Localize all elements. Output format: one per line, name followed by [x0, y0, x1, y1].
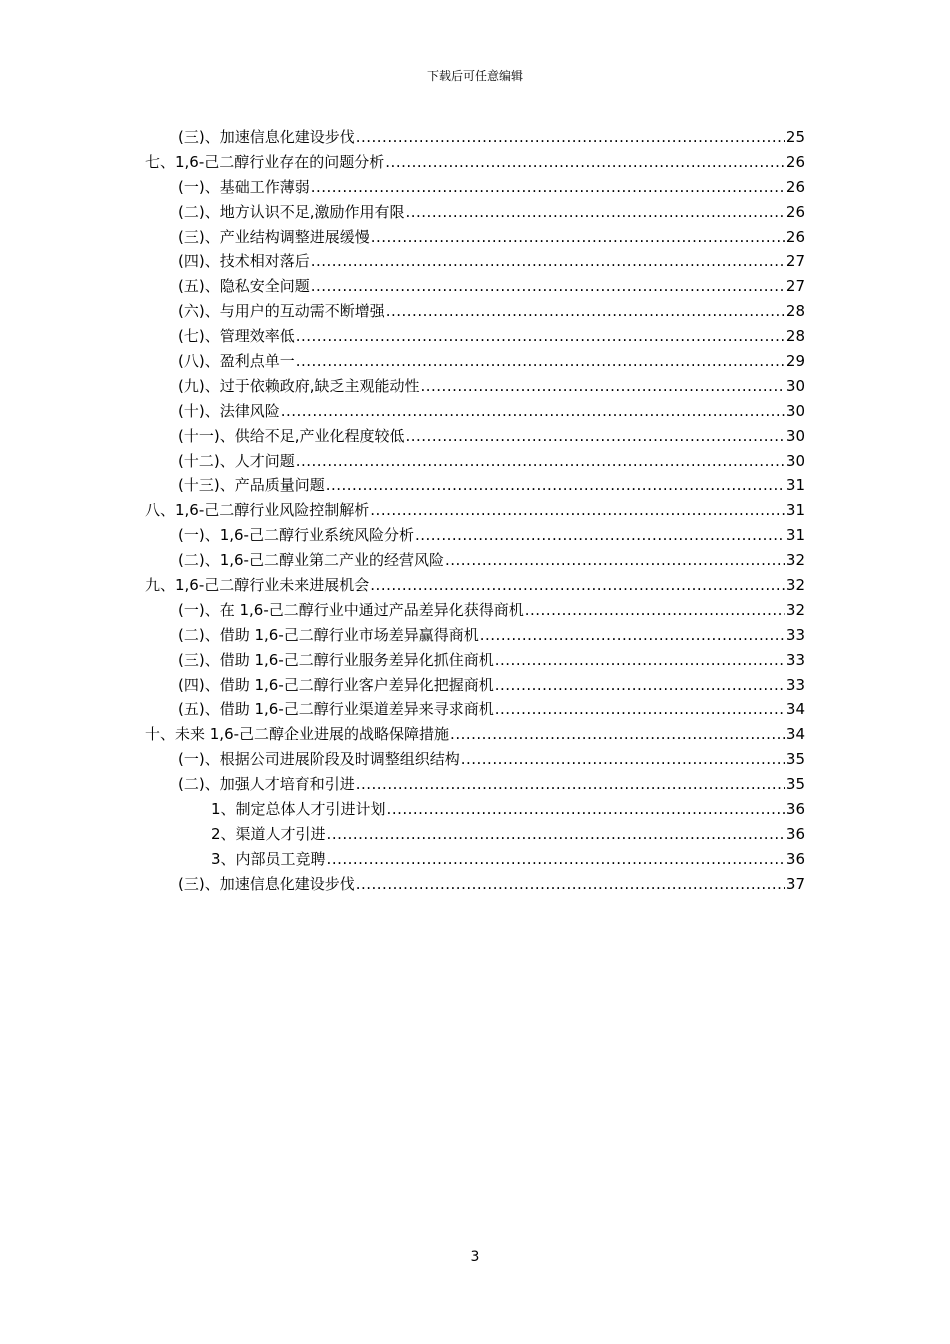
toc-entry-page: 26 — [785, 202, 805, 221]
toc-entry[interactable] — [145, 374, 805, 399]
toc-entry-page: 33 — [785, 675, 805, 694]
toc-dot-leader — [370, 573, 785, 598]
toc-dot-leader — [370, 498, 785, 523]
toc-entry[interactable] — [145, 324, 805, 349]
toc-dot-leader — [327, 847, 785, 872]
toc-entry-title: 2、渠道人才引进 — [211, 824, 326, 843]
toc-entry[interactable] — [145, 797, 805, 822]
toc-dot-leader — [311, 274, 785, 299]
toc-entry[interactable] — [145, 697, 805, 722]
toc-entry-page: 27 — [785, 252, 805, 271]
toc-entry-title: (二)、地方认识不足,激励作用有限 — [178, 202, 405, 221]
toc-entry-title: (十)、法律风险 — [178, 401, 280, 420]
toc-entry-title: (十一)、供给不足,产业化程度较低 — [178, 426, 405, 445]
toc-entry-title: (五)、借助 1,6-己二醇行业渠道差异来寻求商机 — [178, 700, 494, 719]
toc-dot-leader — [405, 200, 784, 225]
toc-entry[interactable] — [145, 150, 805, 175]
toc-entry-title: (五)、隐私安全问题 — [178, 277, 310, 296]
toc-entry-title: (八)、盈利点单一 — [178, 352, 295, 371]
toc-entry-title: (二)、1,6-己二醇业第二产业的经营风险 — [178, 551, 444, 570]
toc-dot-leader — [281, 399, 785, 424]
toc-entry-page: 25 — [785, 128, 805, 146]
toc-entry-title: (九)、过于依赖政府,缺乏主观能动性 — [178, 376, 420, 395]
toc-entry-title: (六)、与用户的互动需不断增强 — [178, 302, 385, 321]
toc-entry[interactable] — [145, 747, 805, 772]
toc-entry[interactable] — [145, 673, 805, 698]
toc-entry-page: 26 — [785, 227, 805, 246]
toc-entry-page: 27 — [785, 277, 805, 296]
toc-dot-leader — [296, 349, 785, 374]
toc-entry-title: (三)、加速信息化建设步伐 — [178, 128, 355, 146]
toc-entry[interactable] — [145, 349, 805, 374]
toc-entry-page: 30 — [785, 426, 805, 445]
toc-entry-page: 35 — [785, 750, 805, 769]
toc-entry-title: (一)、根据公司进展阶段及时调整组织结构 — [178, 750, 460, 769]
toc-entry[interactable] — [145, 175, 805, 200]
toc-dot-leader — [525, 598, 785, 623]
toc-entry-page: 32 — [785, 576, 805, 595]
toc-entry[interactable] — [145, 772, 805, 797]
toc-entry[interactable] — [145, 623, 805, 648]
page-footer — [0, 1248, 950, 1266]
toc-entry-page: 33 — [785, 650, 805, 669]
toc-entry[interactable] — [145, 722, 805, 747]
toc-entry-title: 3、内部员工竞聘 — [211, 849, 326, 868]
toc-entry-page: 31 — [785, 476, 805, 495]
toc-dot-leader — [385, 150, 785, 175]
toc-dot-leader — [356, 872, 785, 897]
toc-dot-leader — [356, 125, 785, 150]
toc-entry[interactable] — [145, 274, 805, 299]
toc-dot-leader — [296, 449, 785, 474]
toc-entry-title: (二)、借助 1,6-己二醇行业市场差异赢得商机 — [178, 625, 479, 644]
toc-entry-title: 1、制定总体人才引进计划 — [211, 800, 386, 819]
toc-entry-page: 28 — [785, 302, 805, 321]
toc-entry-title: (三)、借助 1,6-己二醇行业服务差异化抓住商机 — [178, 650, 494, 669]
toc-dot-leader — [450, 722, 785, 747]
toc-entry-page: 30 — [785, 401, 805, 420]
toc-entry-page: 26 — [785, 177, 805, 196]
toc-entry[interactable] — [145, 523, 805, 548]
table-of-contents — [145, 125, 805, 897]
toc-entry[interactable] — [145, 299, 805, 324]
toc-dot-leader — [311, 249, 785, 274]
toc-dot-leader — [495, 673, 785, 698]
toc-entry-page: 29 — [785, 352, 805, 371]
toc-entry-page: 30 — [785, 376, 805, 395]
toc-entry-title: (三)、产业结构调整进展缓慢 — [178, 227, 370, 246]
toc-entry-title: 八、1,6-己二醇行业风险控制解析 — [145, 501, 370, 520]
toc-entry-title: (一)、1,6-己二醇行业系统风险分析 — [178, 526, 414, 545]
toc-entry[interactable] — [145, 598, 805, 623]
toc-entry[interactable] — [145, 249, 805, 274]
toc-entry[interactable] — [145, 399, 805, 424]
toc-entry-title: (十二)、人才问题 — [178, 451, 295, 470]
toc-dot-leader — [445, 548, 785, 573]
toc-entry-page: 28 — [785, 327, 805, 346]
toc-entry[interactable] — [145, 822, 805, 847]
toc-entry[interactable] — [145, 200, 805, 225]
toc-entry-page: 26 — [785, 152, 805, 171]
toc-entry-page: 31 — [785, 526, 805, 545]
toc-dot-leader — [296, 324, 785, 349]
toc-dot-leader — [480, 623, 785, 648]
toc-entry[interactable] — [145, 225, 805, 250]
toc-entry-title: (三)、加速信息化建设步伐 — [178, 874, 355, 893]
toc-entry-page: 33 — [785, 625, 805, 644]
toc-dot-leader — [326, 473, 785, 498]
toc-dot-leader — [495, 697, 785, 722]
toc-entry-title: (七)、管理效率低 — [178, 327, 295, 346]
toc-entry-page: 34 — [785, 725, 805, 744]
toc-dot-leader — [405, 424, 784, 449]
page-number: 3 — [470, 1249, 480, 1265]
toc-entry-page: 35 — [785, 775, 805, 794]
toc-entry[interactable] — [145, 125, 805, 150]
toc-entry-page: 37 — [785, 874, 805, 893]
toc-dot-leader — [356, 772, 785, 797]
toc-dot-leader — [415, 523, 785, 548]
toc-entry-title: 七、1,6-己二醇行业存在的问题分析 — [145, 152, 385, 171]
toc-entry[interactable] — [145, 847, 805, 872]
toc-dot-leader — [386, 299, 785, 324]
toc-entry[interactable] — [145, 424, 805, 449]
toc-entry-title: 十、未来 1,6-己二醇企业进展的战略保障措施 — [145, 725, 450, 744]
toc-entry[interactable] — [145, 872, 805, 897]
toc-entry[interactable] — [145, 449, 805, 474]
toc-dot-leader — [495, 648, 785, 673]
toc-entry-page: 31 — [785, 501, 805, 520]
page-header — [0, 68, 950, 84]
toc-entry-page: 34 — [785, 700, 805, 719]
toc-entry-title: (四)、技术相对落后 — [178, 252, 310, 271]
toc-entry-page: 30 — [785, 451, 805, 470]
toc-dot-leader — [327, 822, 785, 847]
toc-dot-leader — [387, 797, 785, 822]
toc-entry-page: 32 — [785, 600, 805, 619]
header-text: 下载后可任意编辑 — [426, 69, 523, 83]
toc-dot-leader — [311, 175, 785, 200]
toc-entry-title: (二)、加强人才培育和引进 — [178, 775, 355, 794]
toc-entry[interactable] — [145, 498, 805, 523]
toc-entry[interactable] — [145, 648, 805, 673]
toc-entry-page: 36 — [785, 824, 805, 843]
toc-dot-leader — [420, 374, 784, 399]
toc-entry-title: (十三)、产品质量问题 — [178, 476, 325, 495]
toc-entry[interactable] — [145, 548, 805, 573]
toc-entry[interactable] — [145, 473, 805, 498]
toc-entry[interactable] — [145, 573, 805, 598]
toc-entry-page: 32 — [785, 551, 805, 570]
toc-entry-title: 九、1,6-己二醇行业未来进展机会 — [145, 576, 370, 595]
toc-entry-page: 36 — [785, 849, 805, 868]
toc-dot-leader — [371, 225, 785, 250]
toc-dot-leader — [461, 747, 785, 772]
toc-entry-title: (四)、借助 1,6-己二醇行业客户差异化把握商机 — [178, 675, 494, 694]
toc-entry-title: (一)、在 1,6-己二醇行业中通过产品差异化获得商机 — [178, 600, 524, 619]
toc-entry-title: (一)、基础工作薄弱 — [178, 177, 310, 196]
toc-entry-page: 36 — [785, 800, 805, 819]
